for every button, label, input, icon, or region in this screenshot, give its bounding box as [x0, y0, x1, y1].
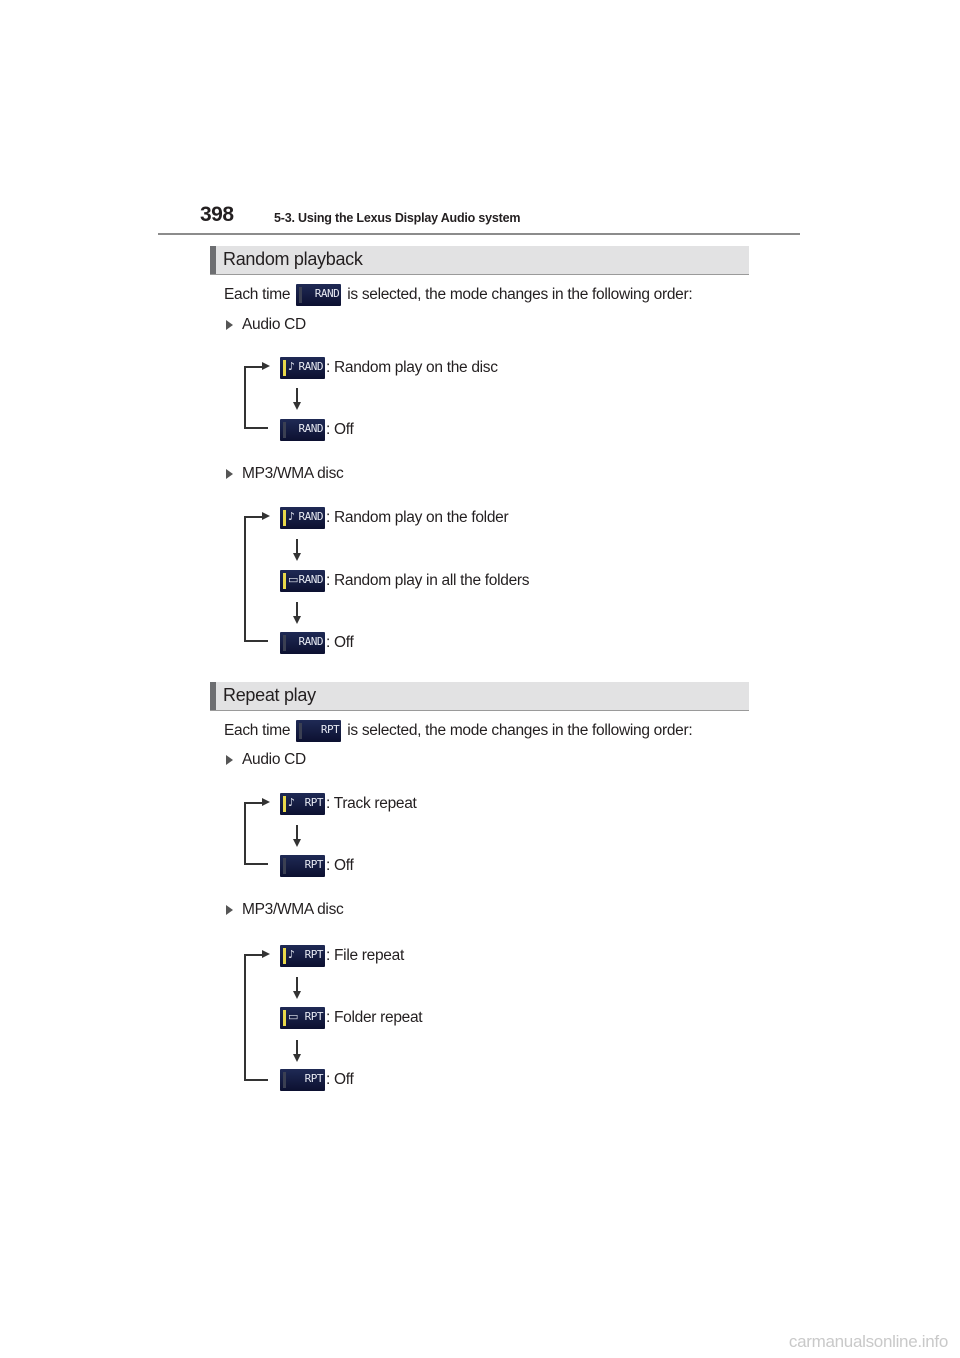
flow-line [296, 977, 298, 991]
flow-line [244, 516, 262, 518]
option-row: ♪ RAND : Random play on the disc [280, 357, 498, 379]
flow-line [296, 539, 298, 553]
bullet-mp3-wma: MP3/WMA disc [226, 465, 343, 483]
intro-text-end: is selected, the mode changes in the following order: [347, 286, 693, 303]
triangle-bullet-icon [226, 755, 233, 765]
arrow-right-icon [262, 362, 270, 370]
rpt-off-button-icon: RPT [280, 855, 325, 877]
rpt-off-button-icon: RPT [280, 1069, 325, 1091]
rand-off-button-icon: RAND [280, 632, 325, 654]
rpt-folder-button-icon: ▭ RPT [280, 1007, 325, 1029]
rpt-note-button-icon: ♪ RPT [280, 945, 325, 967]
flow-line [244, 1079, 268, 1081]
rpt-button-icon: RPT [296, 720, 341, 742]
flow-line [244, 954, 262, 956]
bullet-audio-cd: Audio CD [226, 751, 306, 769]
option-row: RAND : Off [280, 419, 354, 441]
option-row: RPT : Off [280, 1069, 354, 1091]
arrow-down-icon [293, 616, 301, 624]
rand-note-button-icon: ♪ RAND [280, 357, 325, 379]
option-row: ♪ RAND : Random play on the folder [280, 507, 508, 529]
random-intro [224, 284, 692, 306]
arrow-down-icon [293, 1054, 301, 1062]
flow-line [244, 640, 268, 642]
rpt-note-button-icon: ♪ RPT [280, 793, 325, 815]
option-row: ♪ RPT : Track repeat [280, 793, 417, 815]
header-divider [158, 233, 800, 235]
intro-text-end: is selected, the mode changes in the following order: [347, 722, 693, 739]
intro-text-start: Each time [224, 722, 291, 739]
option-row: ▭ RAND : Random play in all the folders [280, 570, 529, 592]
arrow-down-icon [293, 991, 301, 999]
option-row: RPT : Off [280, 855, 354, 877]
rand-folder-button-icon: ▭ RAND [280, 570, 325, 592]
rand-button-icon: RAND [296, 284, 341, 306]
flow-line [296, 602, 298, 616]
page-number: 398 [200, 203, 234, 226]
flow-line [244, 427, 268, 429]
section-heading-random [210, 246, 749, 275]
flow-line [296, 825, 298, 839]
flow-line [296, 1040, 298, 1054]
triangle-bullet-icon [226, 469, 233, 479]
arrow-down-icon [293, 839, 301, 847]
option-row: RAND : Off [280, 632, 354, 654]
flow-line [244, 516, 246, 641]
chapter-title: 5-3. Using the Lexus Display Audio system [274, 211, 521, 225]
arrow-right-icon [262, 512, 270, 520]
flow-line [244, 863, 268, 865]
rand-off-button-icon: RAND [280, 419, 325, 441]
flow-line [244, 802, 262, 804]
repeat-intro [224, 720, 692, 742]
option-row: ▭ RPT : Folder repeat [280, 1007, 422, 1029]
flow-line [244, 954, 246, 1080]
flow-line [244, 802, 246, 864]
arrow-down-icon [293, 402, 301, 410]
section-heading-repeat [210, 682, 749, 711]
flow-line [296, 388, 298, 402]
option-row: ♪ RPT : File repeat [280, 945, 404, 967]
watermark: carmanualsonline.info [788, 1332, 948, 1351]
arrow-right-icon [262, 798, 270, 806]
intro-text-start: Each time [224, 286, 291, 303]
triangle-bullet-icon [226, 905, 233, 915]
bullet-mp3-wma: MP3/WMA disc [226, 901, 343, 919]
flow-line [244, 366, 246, 428]
section-title: Random playback [223, 249, 363, 269]
triangle-bullet-icon [226, 320, 233, 330]
rand-note-button-icon: ♪ RAND [280, 507, 325, 529]
bullet-audio-cd: Audio CD [226, 316, 306, 334]
section-title: Repeat play [223, 685, 316, 705]
arrow-down-icon [293, 553, 301, 561]
arrow-right-icon [262, 950, 270, 958]
flow-line [244, 366, 262, 368]
